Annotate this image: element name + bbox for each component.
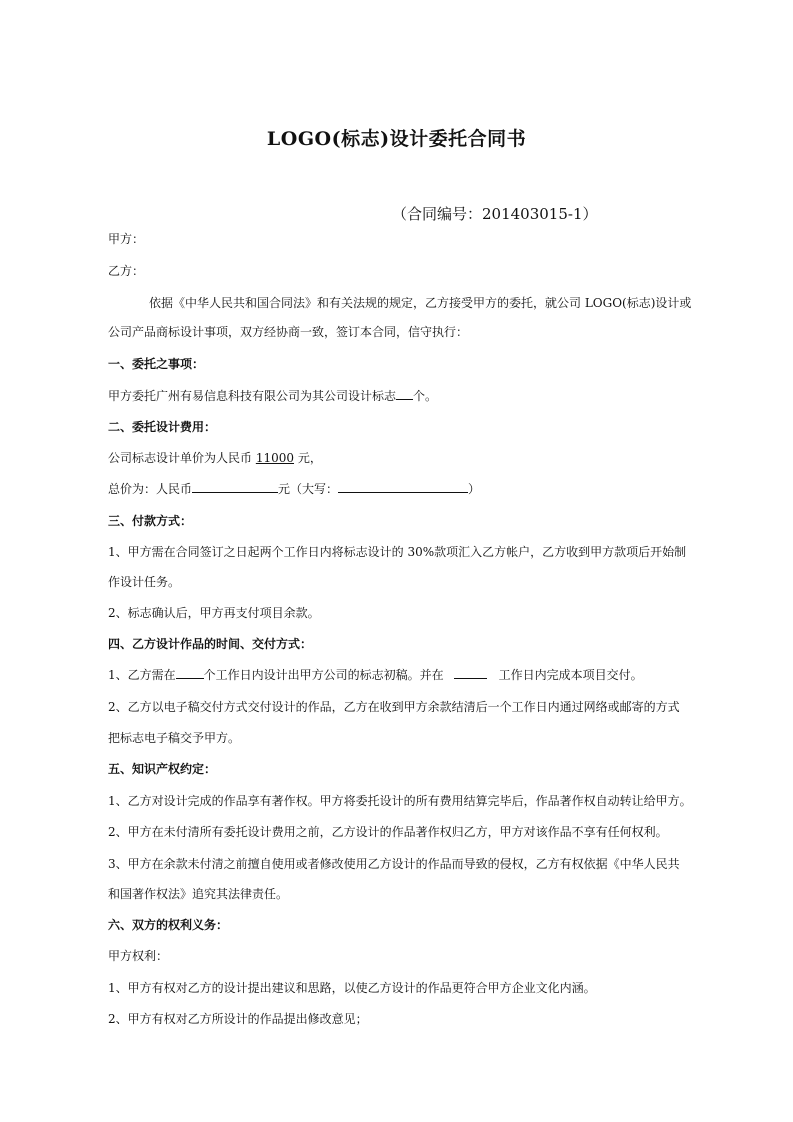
delivery-days-blank[interactable]: [454, 666, 487, 679]
ip-clause-3-line-2: 和国著作权法》追究其法律责任。: [108, 887, 289, 901]
party-a-rights-label: 甲方权利：: [108, 949, 169, 963]
section-4-heading: 四、乙方设计作品的时间、交付方式：: [108, 637, 313, 651]
total-price-line: [108, 480, 480, 497]
unit-price-text-b: 元，: [294, 451, 322, 465]
unit-price-text-a: 公司标志设计单价为人民币: [108, 451, 256, 465]
section-3-heading: 三、付款方式：: [108, 514, 193, 528]
section-6-heading: 六、双方的权利义务：: [108, 918, 229, 932]
section-1-text-b: 个。: [413, 389, 438, 403]
ip-clause-2: 2、甲方在未付清所有委托设计费用之前，乙方设计的作品著作权归乙方，甲方对该作品不享有任何权利。: [108, 825, 668, 839]
rights-clause-2: 2、甲方有权对乙方所设计的作品提出修改意见；: [108, 1012, 368, 1026]
document-title: LOGO(标志)设计委托合同书: [266, 128, 527, 150]
unit-price-amount: 11000: [255, 451, 295, 465]
total-amount-blank[interactable]: [192, 480, 278, 493]
payment-clause-1-line-1: 1、甲方需在合同签订之日起两个工作日内将标志设计的 30%款项汇入乙方帐户，乙方收到甲方款项后开始制: [108, 545, 687, 559]
total-price-text-a: 总价为：人民币: [108, 482, 193, 496]
delivery-clause-1-a: 1、乙方需在: [108, 668, 176, 682]
payment-clause-1-line-2: 作设计任务。: [108, 575, 181, 589]
section-5-heading: 五、知识产权约定：: [108, 762, 217, 776]
party-b-label: 乙方：: [108, 264, 145, 278]
design-count-blank[interactable]: [396, 387, 413, 400]
section-1-heading: 一、委托之事项：: [108, 357, 205, 371]
delivery-clause-1-c: 工作日内完成本项目交付。: [498, 668, 643, 682]
delivery-clause-2-line-1: 2、乙方以电子稿交付方式交付设计的作品，乙方在收到甲方余款结清后一个工作日内通过网络或邮寄的方式: [108, 700, 680, 714]
unit-price-line: [108, 449, 322, 466]
section-2-heading: 二、委托设计费用：: [108, 420, 217, 434]
intro-line-2: 公司产品商标设计事项，双方经协商一致，签订本合同，信守执行：: [108, 325, 469, 339]
delivery-clause-1-b: 个工作日内设计出甲方公司的标志初稿。并在: [203, 668, 444, 682]
section-1-text-a: 甲方委托广州有易信息科技有限公司为其公司设计标志: [108, 389, 397, 403]
delivery-clause-1: [108, 666, 643, 683]
draft-days-blank[interactable]: [176, 666, 204, 679]
ip-clause-1: 1、乙方对设计完成的作品享有著作权。甲方将委托设计的所有费用结算完毕后，作品著作权自动转让给甲方。: [108, 794, 692, 808]
total-amount-words-blank[interactable]: [338, 480, 468, 493]
party-a-label: 甲方：: [108, 232, 145, 246]
rights-clause-1: 1、甲方有权对乙方的设计提出建议和思路，以使乙方设计的作品更符合甲方企业文化内涵。: [108, 981, 596, 995]
total-price-text-c: ）: [468, 482, 481, 496]
contract-number: （合同编号：201403015-1）: [392, 205, 598, 223]
ip-clause-3-line-1: 3、甲方在余款未付清之前擅自使用或者修改使用乙方设计的作品而导致的侵权，乙方有权依据《中华人民共: [108, 857, 680, 871]
total-price-text-b: 元（大写：: [278, 482, 339, 496]
delivery-clause-2-line-2: 把标志电子稿交予甲方。: [108, 731, 241, 745]
section-1-text: [108, 387, 437, 404]
intro-line-1: 依据《中华人民共和国合同法》和有关法规的规定，乙方接受甲方的委托，就公司 LOGO(标志)设计或: [149, 296, 692, 310]
payment-clause-2: 2、标志确认后，甲方再支付项目余款。: [108, 606, 320, 620]
